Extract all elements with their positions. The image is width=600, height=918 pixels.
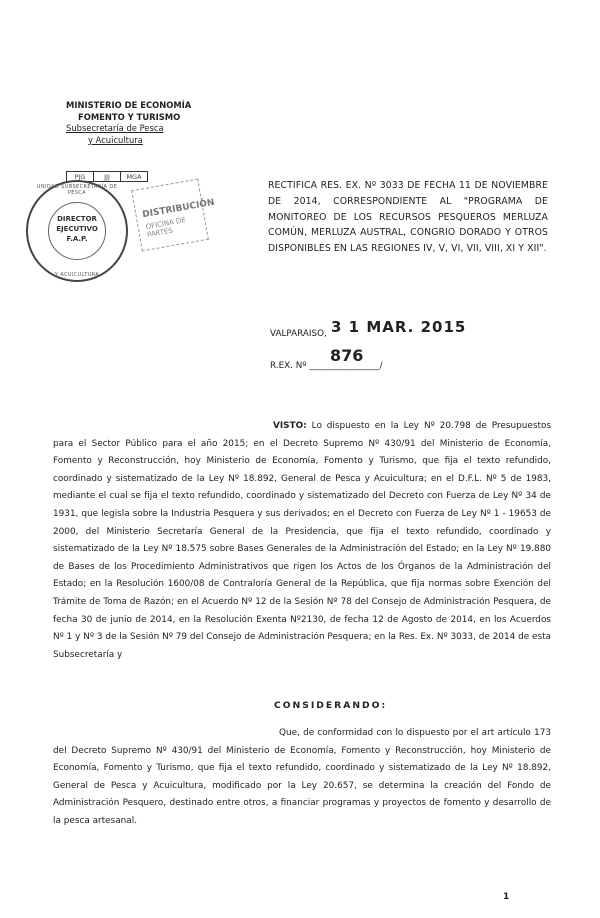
initials-cell: PJG [67, 172, 94, 182]
considerando-paragraph [53, 725, 551, 831]
seal-initials: F.A.P. [66, 235, 88, 243]
resolution-number: 876 [330, 346, 364, 365]
seal-ring-text: UNIDAD SUBSECRETARÍA DE PESCA [36, 184, 118, 196]
page-number: 1 [503, 892, 510, 902]
considerando-text: Que, de conformidad con lo dispuesto por el art artículo 173 del Decreto Supremo Nº 430/91 del Ministerio de Economía, Fomento y Reconstrucción, hoy Ministerio de Economía, Fomento y Turismo, que fija el texto refundido, coordinado y sistematizado de la Ley Nº 18.892, General de Pesca y Acuicultura, modificado por la Ley 20.657, se determina la creación del Fondo de Administración Pesquero, destinado entre otros, a financiar programas y proyectos de fomento y desarrollo de la pesca artesanal. [53, 728, 551, 826]
stamp-text-small: OFICINA DE PARTES [145, 216, 187, 239]
subsecretaria-name: Subsecretaría de Pesca [66, 123, 164, 133]
subsecretaria-name-line2: y Acuicultura [88, 134, 143, 145]
initials-cell: JJJ [94, 172, 121, 182]
place-label: VALPARAISO, [270, 329, 327, 339]
ministry-header [66, 100, 191, 146]
considerando-heading: CONSIDERANDO: [274, 700, 388, 711]
seal-subtitle: EJECUTIVO [56, 225, 98, 233]
seal-ring-text-bottom: Y ACUICULTURA [54, 272, 100, 278]
official-seal [26, 180, 128, 282]
ministry-name-line2: FOMENTO Y TURISMO [78, 111, 181, 122]
seal-title: DIRECTOR [57, 215, 97, 223]
resolution-title: RECTIFICA RES. EX. Nº 3033 DE FECHA 11 DE NOVIEMBRE DE 2014, CORRESPONDIENTE AL "PROGRAMA DE MONITOREO DE LOS RECURSOS PESQUEROS MERLUZA COMÚN, MERLUZA AUSTRAL, CONGRIO DORADO Y OTROS DISPONIBLES EN LAS REGIONES IV, V, VI, VII, VIII, XI Y XII". [268, 180, 548, 255]
initials-cell: MGA [121, 172, 148, 182]
resolution-date: 3 1 MAR. 2015 [331, 318, 467, 336]
faint-stamp [136, 184, 216, 246]
resolution-number-label: R.EX. Nº ________________/ [270, 361, 383, 371]
ministry-name: MINISTERIO DE ECONOMÍA [66, 100, 192, 110]
visto-label: VISTO: [273, 421, 307, 431]
visto-text: Lo dispuesto en la Ley Nº 20.798 de Presupuestos para el Sector Público para el año 2015; en el Decreto Supremo Nº 430/91 del Ministerio de Economía, Fomento y Reconstrucción, hoy Ministerio de Economía, Fomento y Turismo, que fija el texto refundido, coordinado y sistematizado de la Ley Nº 18.892, General de Pesca y Acuicultura; en el D.F.L. Nº 5 de 1983, mediante el cual se fija el texto refundido, coordinado y sistematizado del Decreto con Fuerza de Ley Nº 34 de 1931, que legisla sobre la Industria Pesquera y sus derivados; en el Decreto con Fuerza de Ley Nº 1 - 19653 de 2000, del Ministerio Secretaría General de la Presidencia, que fija el texto refundido, coordinado y sistematizado de la Ley Nº 18.575 sobre Bases Generales de la Administración del Estado; en la Ley Nº 19.880 de Bases de los Procedimiento Administrativos que rigen los Actos de los Órganos de la Administración del Estado; en la Resolución 1600/08 de Contraloría General de la República, que fija normas sobre Exención del Trámite de Toma de Razón; en el Acuerdo Nº 12 de la Sesión Nº 78 del Consejo de Administración Pesquera, de fecha 30 de junio de 2014, en la Resolución Exenta Nº2130, de fecha 12 de Agosto de 2014, en los Acuerdos Nº 1 y Nº 3 de la Sesión Nº 79 del Consejo de Administración Pesquera; en la Res. Ex. Nº 3033, de 2014 de esta Subsecretaría y [53, 421, 551, 660]
stamp-text: DISTRIBUCIÓN [141, 197, 216, 221]
visto-paragraph [53, 418, 551, 664]
